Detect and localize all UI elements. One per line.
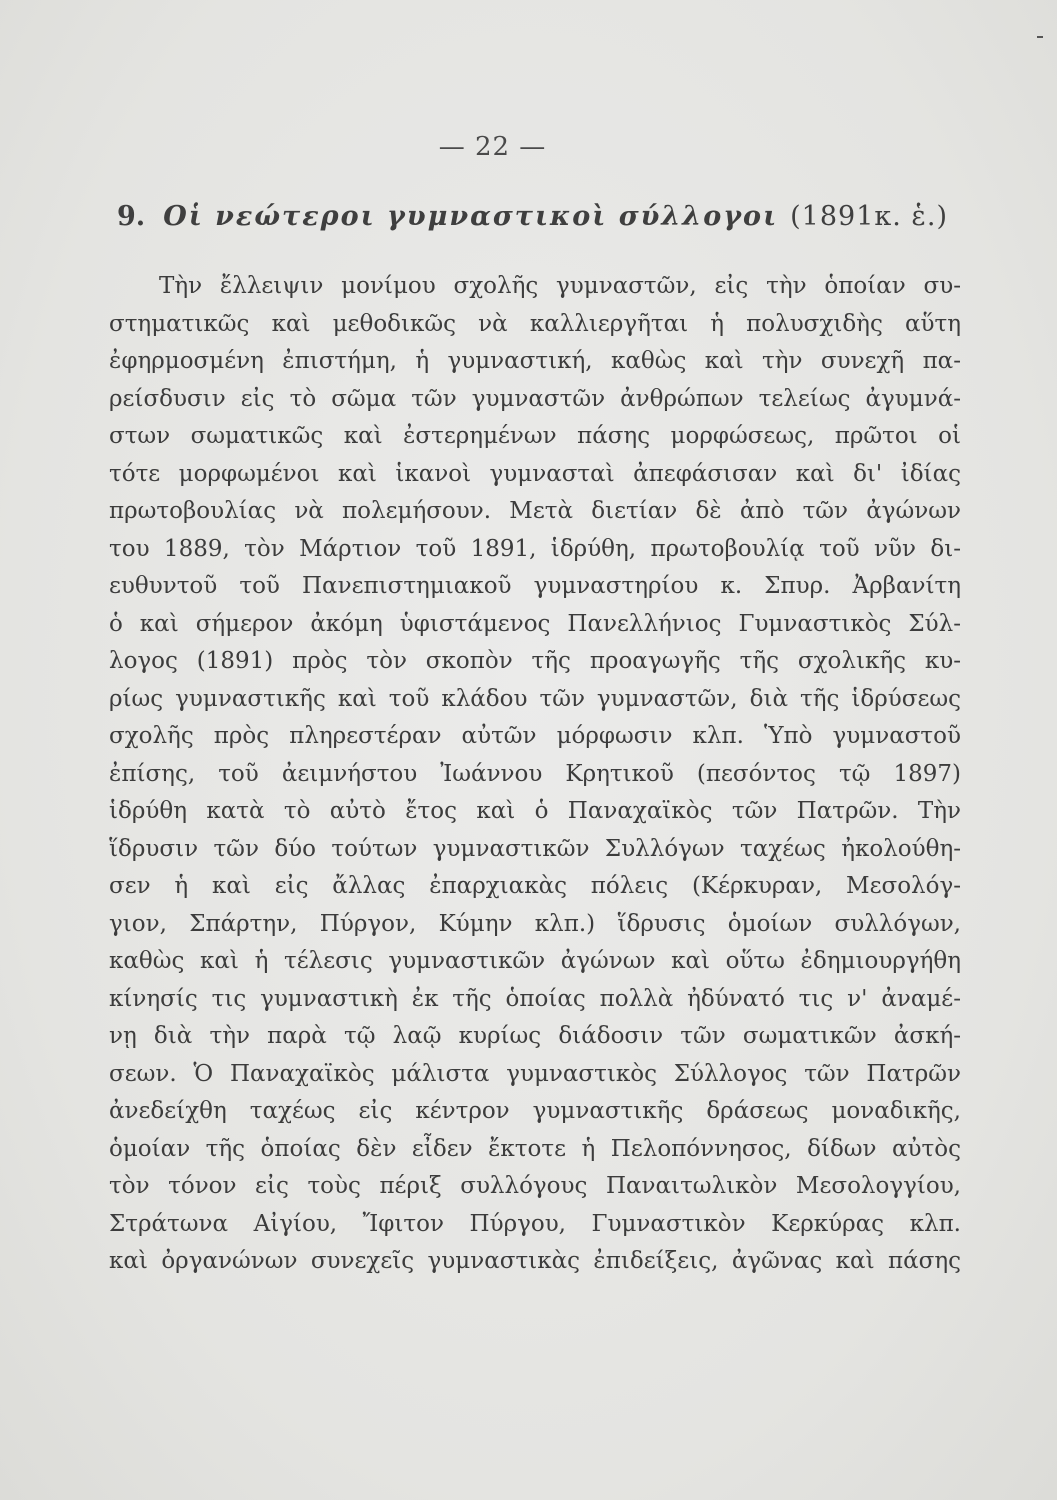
text-line: ὁ καὶ σήμερον ἀκόμη ὑφιστάμενος Πανελλήνιος Γυμναστικὸς Σύλ- <box>109 610 961 637</box>
section-date: (1891κ. ἑ.) <box>790 201 949 232</box>
text-line: Στράτωνα Αἰγίου, Ἴφιτον Πύργου, Γυμναστικὸν Κερκύρας κλπ. <box>109 1210 961 1237</box>
edge-mark <box>1037 36 1043 38</box>
section-heading <box>117 201 977 232</box>
text-line: ρίως γυμναστικῆς καὶ τοῦ κλάδου τῶν γυμναστῶν, διὰ τῆς ἱδρύσεως <box>109 685 961 712</box>
text-line: κίνησίς τις γυμναστικὴ ἐκ τῆς ὁποίας πολλὰ ἠδύνατό τις ν' ἀναμέ- <box>109 985 961 1012</box>
text-line: ἐφηρμοσμένη ἐπιστήμη, ἡ γυμναστική, καθὼς καὶ τὴν συνεχῆ πα- <box>109 348 961 374</box>
text-line: νῃ διὰ τὴν παρὰ τῷ λαῷ κυρίως διάδοσιν τῶν σωματικῶν ἀσκή- <box>109 1023 961 1049</box>
text-line: στηματικῶς καὶ μεθοδικῶς νὰ καλλιεργῆται ἡ πολυσχιδὴς αὕτη <box>109 310 961 337</box>
page-number: — 22 — <box>438 132 547 162</box>
text-line: ἱδρύθη κατὰ τὸ αὐτὸ ἔτος καὶ ὁ Παναχαϊκὸς τῶν Πατρῶν. Τὴν <box>109 798 961 824</box>
text-line: καθὼς καὶ ἡ τέλεσις γυμναστικῶν ἀγώνων καὶ οὕτω ἐδημιουργήθη <box>109 948 961 974</box>
section-title: Οἱ νεώτεροι γυμναστικοὶ σύλλογοι <box>163 201 779 232</box>
text-line: σεν ἡ καὶ εἰς ἄλλας ἐπαρχιακὰς πόλεις (Κέρκυραν, Μεσολόγ- <box>109 873 961 899</box>
text-line: τὸν τόνον εἰς τοὺς πέριξ συλλόγους Παναιτωλικὸν Μεσολογγίου, <box>109 1173 961 1199</box>
text-line: Τὴν ἔλλειψιν μονίμου σχολῆς γυμναστῶν, εἰς τὴν ὁποίαν συ- <box>159 273 961 299</box>
text-line: ρείσδυσιν εἰς τὸ σῶμα τῶν γυμναστῶν ἀνθρώπων τελείως ἀγυμνά- <box>109 385 961 412</box>
text-line: καὶ ὀργανώνων συνεχεῖς γυμναστικὰς ἐπιδείξεις, ἀγῶνας καὶ πάσης <box>109 1248 961 1274</box>
text-line: ὁμοίαν τῆς ὁποίας δὲν εἶδεν ἔκτοτε ἡ Πελοπόννησος, δίδων αὐτὸς <box>109 1135 961 1162</box>
section-number: 9. <box>117 201 146 232</box>
text-line: πρωτοβουλίας νὰ πολεμήσουν. Μετὰ διετίαν δὲ ἀπὸ τῶν ἀγώνων <box>109 498 961 524</box>
text-line: ἀνεδείχθη ταχέως εἰς κέντρον γυμναστικῆς δράσεως μοναδικῆς, <box>109 1098 961 1124</box>
text-line: σχολῆς πρὸς πληρεστέραν αὐτῶν μόρφωσιν κλπ. Ὑπὸ γυμναστοῦ <box>109 723 961 749</box>
text-line: σεων. Ὁ Παναχαϊκὸς μάλιστα γυμναστικὸς Σύλλογος τῶν Πατρῶν <box>109 1060 961 1087</box>
text-line: του 1889, τὸν Μάρτιον τοῦ 1891, ἱδρύθη, πρωτοβουλίᾳ τοῦ νῦν δι- <box>109 535 961 562</box>
text-line: ἵδρυσιν τῶν δύο τούτων γυμναστικῶν Συλλόγων ταχέως ἠκολούθη- <box>109 835 961 862</box>
text-line: τότε μορφωμένοι καὶ ἱκανοὶ γυμνασταὶ ἀπεφάσισαν καὶ δι' ἰδίας <box>109 460 961 487</box>
text-line: ευθυντοῦ τοῦ Πανεπιστημιακοῦ γυμναστηρίου κ. Σπυρ. Ἀρβανίτη <box>109 573 961 599</box>
body-text <box>109 268 961 1281</box>
text-line: στων σωματικῶς καὶ ἐστερημένων πάσης μορφώσεως, πρῶτοι οἱ <box>109 423 961 449</box>
text-line: λογος (1891) πρὸς τὸν σκοπὸν τῆς προαγωγῆς τῆς σχολικῆς κυ- <box>109 648 961 674</box>
text-line: ἐπίσης, τοῦ ἀειμνήστου Ἰωάννου Κρητικοῦ (πεσόντος τῷ 1897) <box>109 760 961 787</box>
text-line: γιον, Σπάρτην, Πύργον, Κύμην κλπ.) ἵδρυσις ὁμοίων συλλόγων, <box>109 910 961 937</box>
